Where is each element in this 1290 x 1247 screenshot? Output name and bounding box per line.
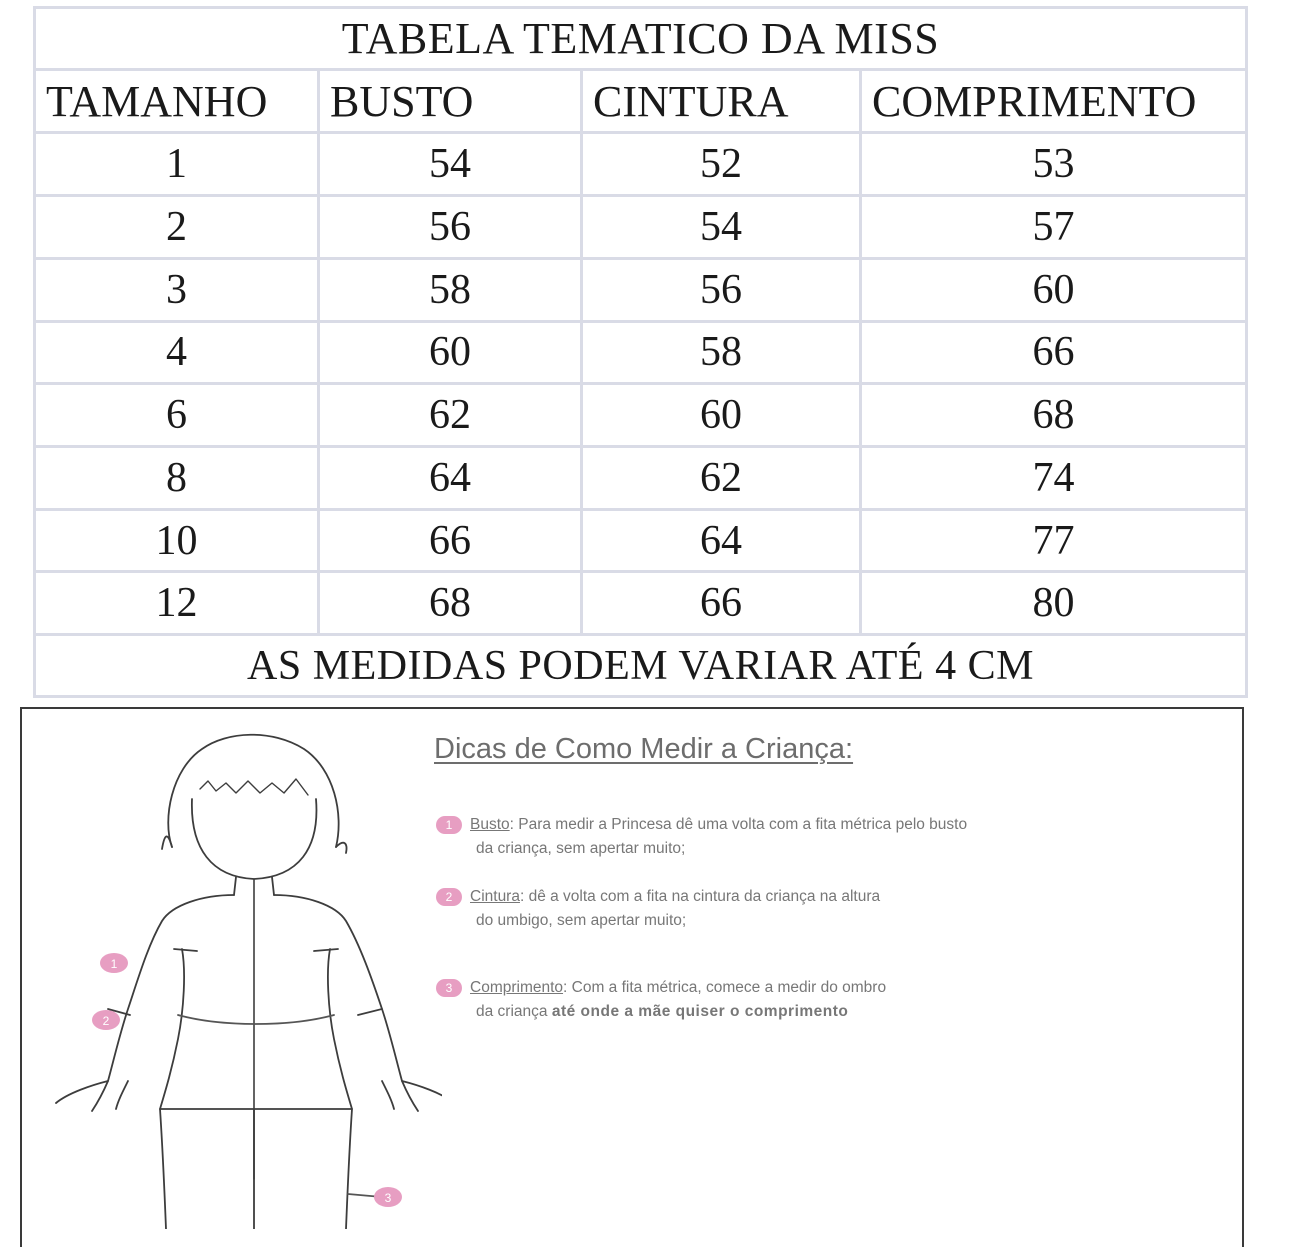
marker-1: 1 [110,957,118,971]
table-note: AS MEDIDAS PODEM VARIAR ATÉ 4 CM [35,635,1247,697]
cell-cintura: 60 [582,384,861,447]
cell-comprimento: 80 [861,572,1247,635]
cell-cintura: 58 [582,321,861,384]
table-row [35,509,1247,572]
right-arm-outline [274,895,402,1081]
tip-term: Cintura [470,888,520,905]
table-row [35,196,1247,259]
table-row [35,447,1247,510]
cell-cintura: 56 [582,258,861,321]
table-body [35,133,1247,635]
tip-number-badge: 2 [436,888,462,906]
legs-outline [160,1109,352,1229]
child-figure-illustration [22,709,442,1229]
tip-text-bold: até onde a mãe quiser o comprimento [551,1003,849,1020]
cell-comprimento: 57 [861,196,1247,259]
cell-busto: 60 [319,321,582,384]
cell-tamanho: 6 [35,384,319,447]
table-row [35,572,1247,635]
cell-comprimento: 77 [861,509,1247,572]
header-comprimento: COMPRIMENTO [861,69,1247,133]
marker-2: 2 [102,1014,110,1028]
cell-busto: 56 [319,196,582,259]
torso-outline [160,949,352,1109]
tip-text: : dê a volta com a fita na cintura da criança na altura [519,888,881,905]
cell-tamanho: 2 [35,196,319,259]
tip-number-badge: 1 [436,816,462,834]
tip-busto [436,813,1236,861]
header-cintura: CINTURA [582,69,861,133]
cell-comprimento: 68 [861,384,1247,447]
cell-busto: 58 [319,258,582,321]
table-row [35,133,1247,196]
cell-cintura: 52 [582,133,861,196]
cell-tamanho: 8 [35,447,319,510]
measuring-guide [20,707,1244,1247]
cell-tamanho: 1 [35,133,319,196]
cell-tamanho: 4 [35,321,319,384]
tip-comprimento [436,976,1236,1024]
guide-title: Dicas de Como Medir a Criança: [434,733,854,765]
cell-busto: 68 [319,572,582,635]
cell-tamanho: 12 [35,572,319,635]
tip-number-badge: 3 [436,979,462,997]
left-arm-outline [108,895,234,1081]
cell-tamanho: 3 [35,258,319,321]
tip-cintura [436,885,1236,933]
tip-term: Comprimento [470,979,564,996]
cell-cintura: 66 [582,572,861,635]
face-outline [192,799,317,879]
cell-cintura: 64 [582,509,861,572]
marker-3: 3 [384,1191,392,1205]
header-busto: BUSTO [319,69,582,133]
cell-comprimento: 60 [861,258,1247,321]
tip-text-continued: da criança, sem apertar muito; [476,840,686,857]
cell-busto: 54 [319,133,582,196]
cell-busto: 62 [319,384,582,447]
tip-text: : Para medir a Princesa dê uma volta com a fita métrica pelo busto [509,816,968,833]
size-table [33,6,1248,698]
table-row [35,258,1247,321]
tip-text-continued: do umbigo, sem apertar muito; [476,912,687,929]
table-row [35,384,1247,447]
cell-busto: 66 [319,509,582,572]
cell-comprimento: 53 [861,133,1247,196]
measurement-markers [92,953,402,1207]
table-row [35,321,1247,384]
cell-comprimento: 74 [861,447,1247,510]
cell-comprimento: 66 [861,321,1247,384]
tip-text-continued: da criança [476,1003,552,1020]
cell-cintura: 54 [582,196,861,259]
cell-tamanho: 10 [35,509,319,572]
table-title: TABELA TEMATICO DA MISS [35,8,1247,70]
tip-text: : Com a fita métrica, comece a medir do ombro [563,979,887,996]
header-tamanho: TAMANHO [35,69,319,133]
cell-cintura: 62 [582,447,861,510]
tip-term: Busto [470,816,510,833]
cell-busto: 64 [319,447,582,510]
